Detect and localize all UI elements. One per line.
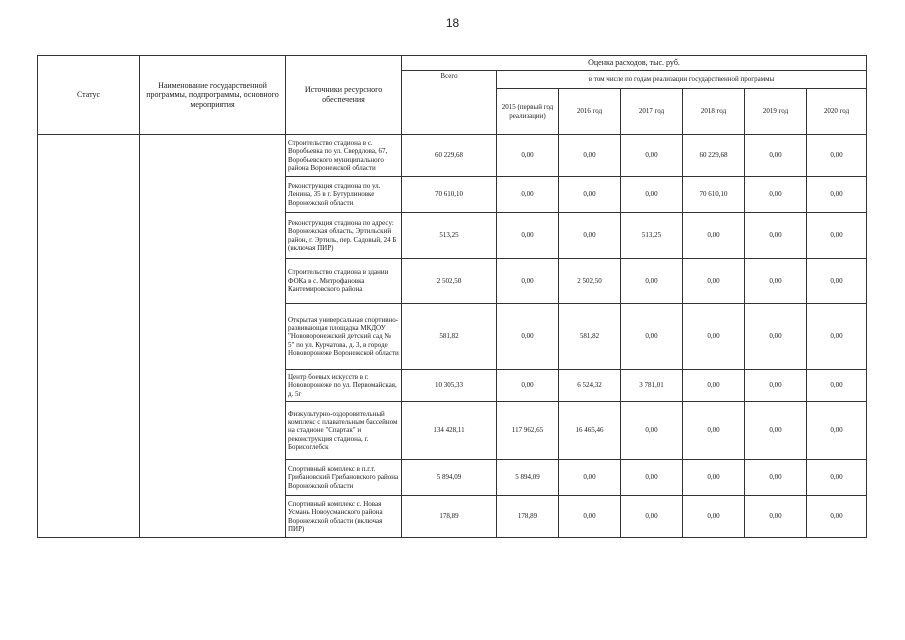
value-2016: 0,00 [559,177,621,213]
value-2020: 0,00 [807,460,867,496]
value-2017: 0,00 [621,460,683,496]
header-year-2019: 2019 год [745,89,807,135]
value-2015: 0,00 [497,259,559,304]
value-2020: 0,00 [807,213,867,259]
value-2017: 0,00 [621,304,683,370]
table-row [38,135,867,177]
value-2020: 0,00 [807,177,867,213]
source-cell: Реконструкция стадиона по ул. Ленина, 35 в г. Бутурлиновке Воронежской области [286,177,402,213]
header-year-2017: 2017 год [621,89,683,135]
source-cell: Открытая универсальная спортивно-развивающая площадка МКДОУ "Нововоронежский детский сад № 5" по ул. Курчатова, д. 3, в городе Нововоронеже Воронежской области [286,304,402,370]
value-2016: 16 465,46 [559,402,621,460]
value-2019: 0,00 [745,460,807,496]
header-year-2020: 2020 год [807,89,867,135]
program-name-cell [140,135,286,538]
header-year-2016: 2016 год [559,89,621,135]
value-2019: 0,00 [745,259,807,304]
value-2019: 0,00 [745,496,807,538]
source-cell: Строительство стадиона в с. Воробьевка по ул. Свердлова, 67, Воробьевского муниципального района Воронежской области [286,135,402,177]
value-2019: 0,00 [745,370,807,402]
value-2017: 0,00 [621,135,683,177]
value-2019: 0,00 [745,213,807,259]
source-cell: Реконструкция стадиона по адресу: Воронежская область, Эртильский район, г. Эртиль, пер. Садовый, 24 Б (включая ПИР) [286,213,402,259]
budget-table [37,55,867,538]
value-2018: 0,00 [683,259,745,304]
value-2017: 0,00 [621,259,683,304]
value-2015: 0,00 [497,304,559,370]
value-2015: 178,89 [497,496,559,538]
value-total: 5 894,09 [402,460,497,496]
value-2016: 0,00 [559,213,621,259]
value-2015: 117 962,65 [497,402,559,460]
value-2018: 0,00 [683,496,745,538]
value-2020: 0,00 [807,496,867,538]
value-total: 70 610,10 [402,177,497,213]
value-2016: 0,00 [559,460,621,496]
status-cell [38,135,140,538]
value-2018: 0,00 [683,304,745,370]
value-2020: 0,00 [807,370,867,402]
value-2017: 0,00 [621,496,683,538]
header-year-2018: 2018 год [683,89,745,135]
value-2020: 0,00 [807,304,867,370]
value-2017: 0,00 [621,402,683,460]
value-2020: 0,00 [807,402,867,460]
value-2018: 0,00 [683,460,745,496]
value-2019: 0,00 [745,402,807,460]
header-year-2015: 2015 (первый год реализации) [497,89,559,135]
value-2019: 0,00 [745,177,807,213]
header-program-name: Наименование государственной программы, подпрограммы, основного мероприятия [140,56,286,135]
value-total: 178,89 [402,496,497,538]
value-2018: 70 610,10 [683,177,745,213]
value-total: 513,25 [402,213,497,259]
header-status: Статус [38,56,140,135]
value-2017: 3 781,01 [621,370,683,402]
header-total: Всего [402,71,497,135]
value-2015: 0,00 [497,370,559,402]
value-2019: 0,00 [745,135,807,177]
value-2019: 0,00 [745,304,807,370]
value-total: 581,82 [402,304,497,370]
value-2016: 0,00 [559,135,621,177]
value-2015: 0,00 [497,177,559,213]
source-cell: Центр боевых искусств в г. Нововоронеже по ул. Первомайская, д. 5г [286,370,402,402]
value-total: 2 502,50 [402,259,497,304]
value-2020: 0,00 [807,259,867,304]
header-by-years: в том числе по годам реализации государственной программы [497,71,867,89]
source-cell: Спортивный комплекс в п.г.т. Грибановский Грибановского района Воронежской области [286,460,402,496]
source-cell: Строительство стадиона в здании ФОКа в с. Митрофановка Кантемировского района [286,259,402,304]
value-total: 60 229,68 [402,135,497,177]
value-2018: 0,00 [683,370,745,402]
value-total: 10 305,33 [402,370,497,402]
value-2015: 5 894,09 [497,460,559,496]
value-2017: 513,25 [621,213,683,259]
value-2018: 0,00 [683,213,745,259]
header-estimate: Оценка расходов, тыс. руб. [402,56,867,71]
header-sources: Источники ресурсного обеспечения [286,56,402,135]
value-2016: 581,82 [559,304,621,370]
value-total: 134 428,11 [402,402,497,460]
value-2016: 0,00 [559,496,621,538]
value-2020: 0,00 [807,135,867,177]
value-2016: 6 524,32 [559,370,621,402]
value-2016: 2 502,50 [559,259,621,304]
value-2017: 0,00 [621,177,683,213]
value-2015: 0,00 [497,213,559,259]
value-2018: 0,00 [683,402,745,460]
source-cell: Спортивный комплекс с. Новая Усмань Новоусманского района Воронежской области (включая ПИР) [286,496,402,538]
page-number: 18 [445,16,460,30]
source-cell: Физкультурно-оздоровительный комплекс с плавательным бассейном на стадионе "Спартак" и реконструкция стадиона, г. Борисоглебск [286,402,402,460]
value-2018: 60 229,68 [683,135,745,177]
value-2015: 0,00 [497,135,559,177]
